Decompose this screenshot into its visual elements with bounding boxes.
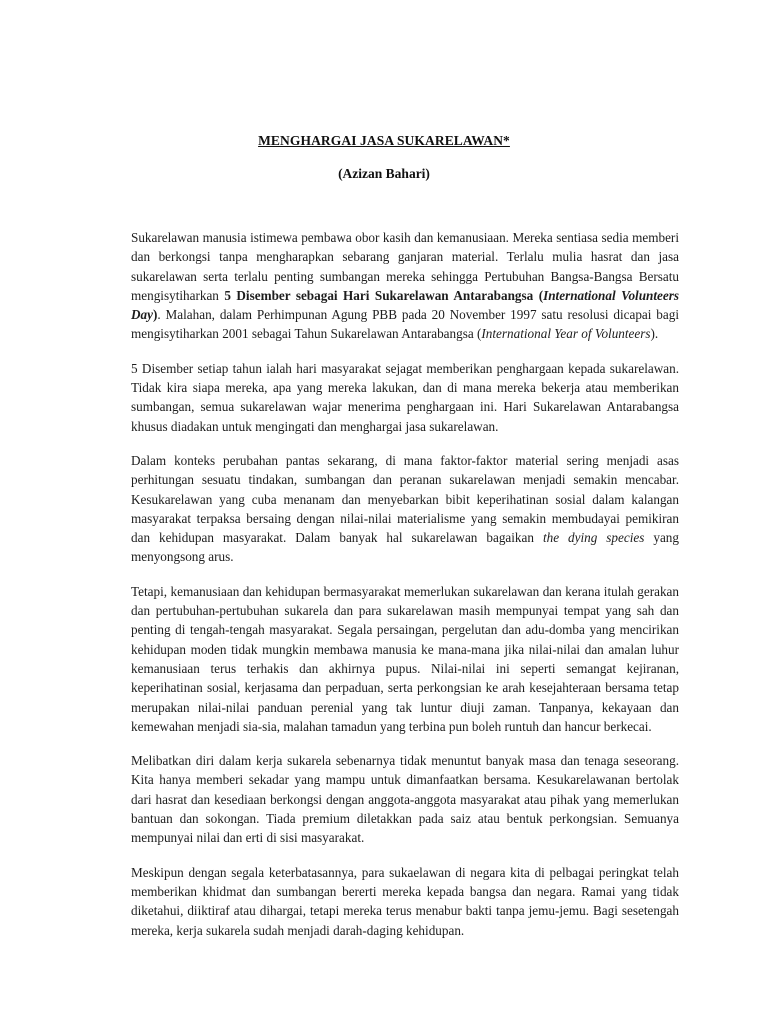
text-run: yang menyongsong arus. bbox=[131, 530, 679, 565]
text-run: ) bbox=[152, 307, 158, 323]
text-run: 5 Disember sebagai Hari Sukarelawan Antarabangsa ( bbox=[224, 287, 544, 303]
text-run: Sukarelawan manusia istimewa pembawa obor kasih dan kemanusiaan. Mereka sentiasa sedia memberi dan berkongsi tanpa mengharapkan sebarang ganjaran material. Terlalu mulia hasrat dan jasa sukarelawan serta terlalu penting sumbangan mereka sehingga Pertubuhan Bangsa-Bangsa Bersatu mengisytiharkan bbox=[131, 230, 679, 303]
text-run: Melibatkan diri dalam kerja sukarela sebenarnya tidak menuntut banyak masa dan tenaga seseorang. Kita hanya memberi sekadar yang mampu untuk dimanfaatkan bersama. Kesukarelawanan bertolak dari hasrat dan kesediaan berkongsi dengan anggota-anggota masyarakat atau pihak yang memerlukan bantuan dan sokongan. Tiada premium diletakkan pada saiz atau bentuk perkongsian. Semuanya mempunyai nilai dan erti di sisi masyarakat. bbox=[131, 753, 679, 846]
text-run: . Malahan, dalam Perhimpunan Agung PBB pada 20 November 1997 satu resolusi dicapai bagi mengisytiharkan 2001 sebagai Tahun Sukarelawan Antarabangsa ( bbox=[131, 307, 679, 342]
paragraph-2 bbox=[131, 359, 679, 436]
document-title: MENGHARGAI JASA SUKARELAWAN* bbox=[258, 133, 510, 148]
paragraph-3 bbox=[131, 451, 679, 567]
text-run: Tetapi, kemanusiaan dan kehidupan bermasyarakat memerlukan sukarelawan dan kerana itulah gerakan dan pertubuhan-pertubuhan sukarela dan para sukarelawan masih mempunyai tempat yang sah dan penting di tengah-tengah masyarakat. Segala persaingan, pergelutan dan adu-domba yang mencirikan kehidupan moden tidak mungkin membawa manusia ke mana-mana jika nilai-nilai dan amalan luhur kemanusiaan terus terhakis dan akhirnya pupus. Nilai-nilai ini seperti semangat kejiranan, keperihatinan sosial, kerjasama dan perpaduan, serta perkongsian ke arah kesejahteraan bersama tetap merupakan nilai-nilai panduan perenial yang tak luntur diuji zaman. Tanpanya, kekayaan dan kemewahan menjadi sia-sia, malahan tamadun yang terbina pun boleh runtuh dan hancur berkecai. bbox=[131, 583, 679, 734]
text-run: International Volunteers Day bbox=[131, 287, 679, 323]
document-author: (Azizan Bahari) bbox=[338, 166, 430, 181]
paragraph-6 bbox=[131, 863, 679, 940]
text-run: ). bbox=[650, 326, 659, 342]
paragraph-1 bbox=[131, 228, 679, 344]
paragraph-4 bbox=[131, 582, 679, 736]
document-body bbox=[131, 228, 679, 955]
text-run: 5 Disember setiap tahun ialah hari masyarakat sejagat memberikan penghargaan kepada sukarelawan. Tidak kira siapa mereka, apa yang mereka lakukan, dan di mana mereka bekerja atau memberikan sumbangan, semua sukarelawan wajar menerima penghargaan ini. Hari Sukarelawan Antarabangsa khusus diadakan untuk mengingati dan menghargai jasa sukarelawan. bbox=[131, 360, 679, 434]
paragraph-5 bbox=[131, 751, 679, 847]
text-run: Meskipun dengan segala keterbatasannya, para sukaelawan di negara kita di pelbagai peringkat telah memberikan khidmat dan sumbangan bererti mereka kepada bangsa dan negara. Ramai yang tidak diketahui, diiktiraf atau dihargai, tetapi mereka terus menabur bakti tanpa jemu-jemu. Bagi sesetengah mereka, kerja sukarela sudah menjadi darah-daging kehidupan. bbox=[131, 864, 679, 938]
text-run: International Year of Volunteers bbox=[481, 326, 651, 342]
text-run: Dalam konteks perubahan pantas sekarang, di mana faktor-faktor material sering menjadi asas perhitungan sesuatu tindakan, sumbangan dan peranan sukarelawan menjadi semakin mencabar. Kesukarelawan yang cuba menanam dan menyebarkan bibit keperihatinan sosial dalam kalangan masyarakat terpaksa bersaing dengan nilai-nilai materialisme yang semakin membudayai pemikiran dan kehidupan masyarakat. Dalam banyak hal sukarelawan bagaikan bbox=[131, 452, 679, 546]
text-run: the dying species bbox=[542, 530, 645, 546]
